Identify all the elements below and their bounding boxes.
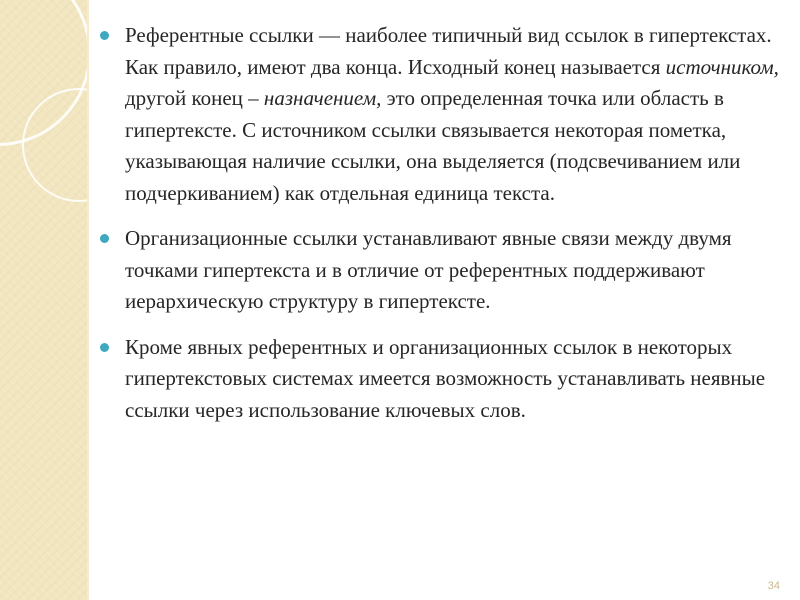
bullet-text: Организационные ссылки устанавливают явные связи между двумя точками гипертекста и в отличие от референтных поддерживают иерархическую структуру в гипертексте. [125, 226, 732, 313]
bullet-item-implicit-links [100, 332, 780, 427]
decorative-side-band [0, 0, 89, 600]
band-edge-line [87, 0, 89, 600]
bullet-dot-icon [100, 234, 109, 243]
bullet-item-referential-links [100, 20, 780, 209]
bullet-text-part: другой конец – [125, 86, 264, 110]
bullet-item-organizational-links [100, 223, 780, 318]
bullet-dot-icon [100, 31, 109, 40]
slide-content [100, 20, 780, 440]
bullet-text: Кроме явных референтных и организационных ссылок в некоторых гипертекстовых системах имеется возможность устанавливать неявные ссылки через использование ключевых слов. [125, 334, 766, 422]
slide-number: 34 [767, 580, 780, 592]
bullet-text-part: Референтные ссылки — наиболее типичный вид ссылок в гипертекстах. Как правило, имеют два конца. Исходный конец называется [125, 23, 772, 79]
bullet-text-part: это определенная точка или область в гипертексте. С источником ссылки связывается некоторая пометка, указывающая наличие ссылки, она выделяется (подсвечиванием или подчеркиванием) как отдельная единица текста. [125, 86, 741, 205]
bullet-text [125, 20, 780, 209]
italic-term-source: источником, [665, 54, 779, 79]
italic-term-destination: назначением, [263, 86, 382, 110]
bullet-dot-icon [100, 343, 109, 352]
